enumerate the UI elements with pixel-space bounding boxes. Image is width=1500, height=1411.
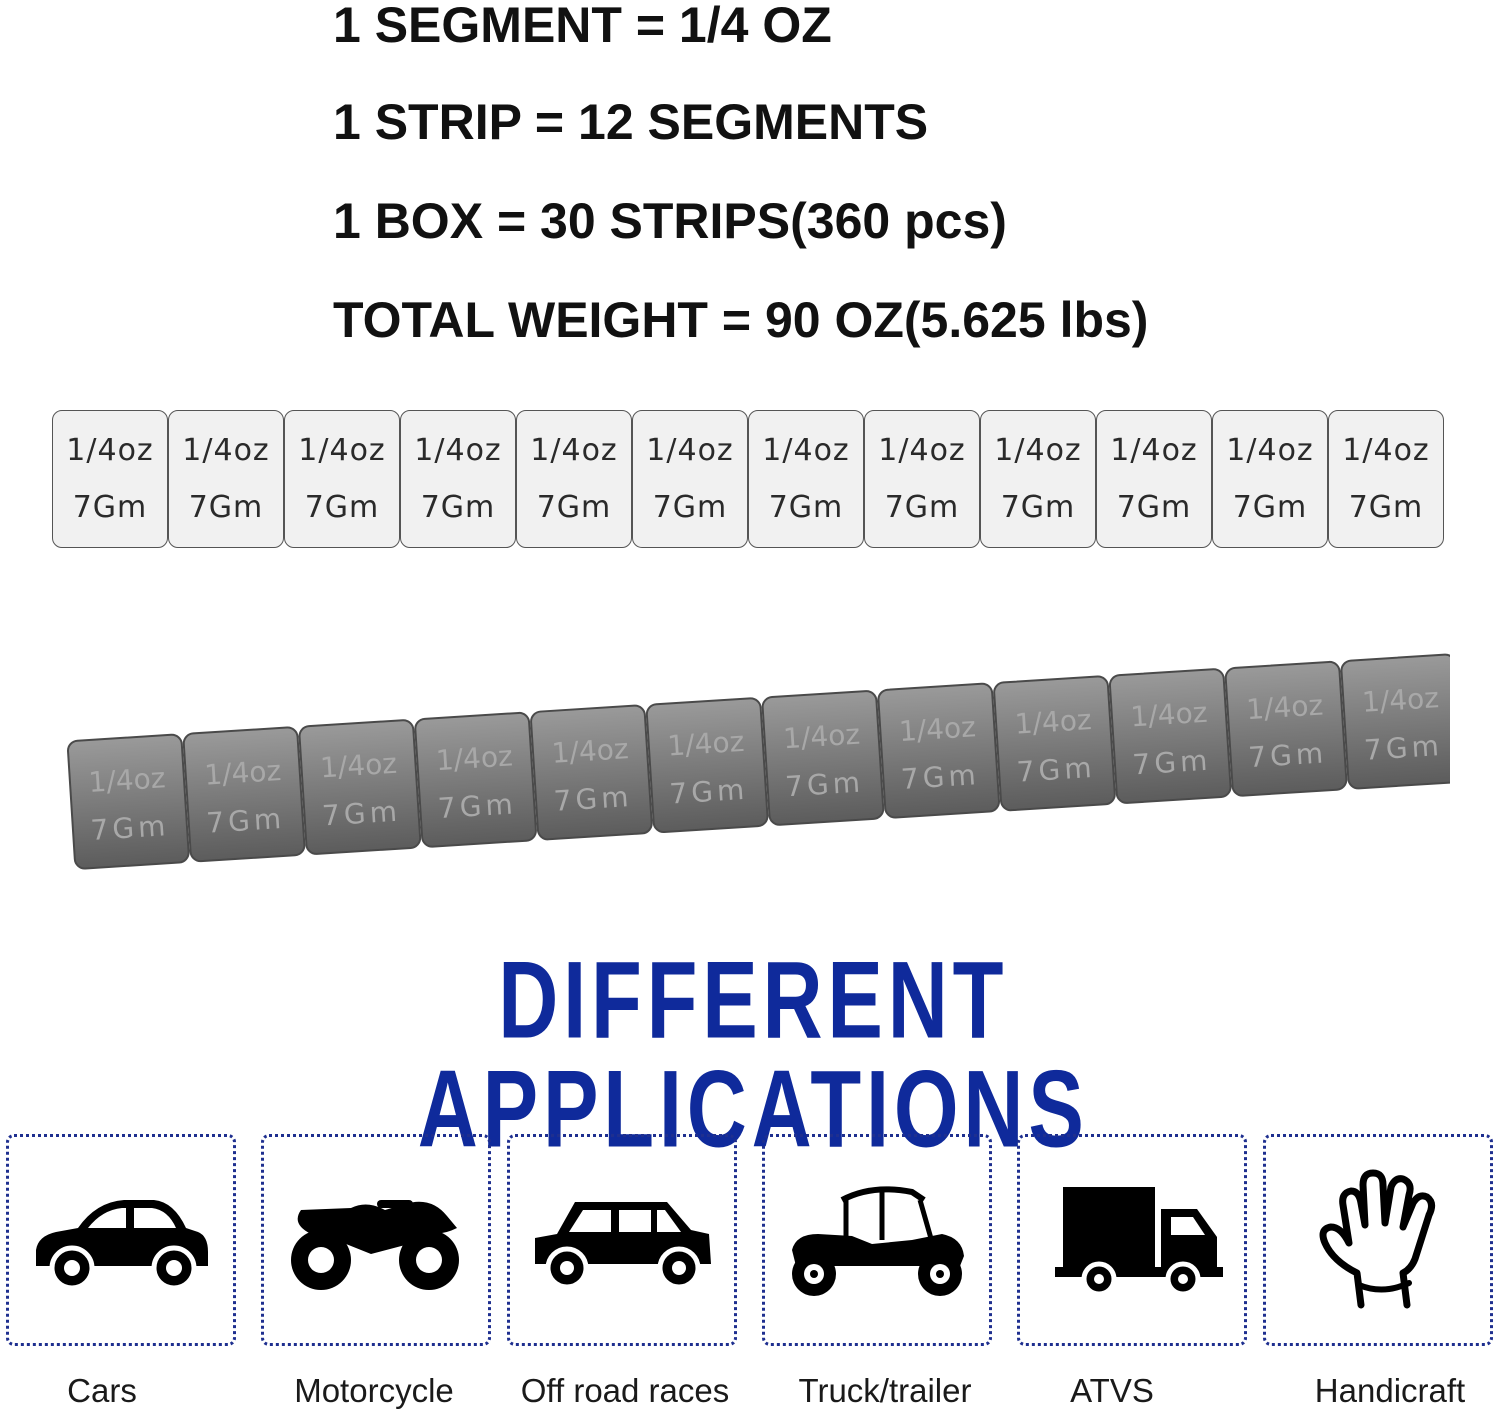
app-card-cars bbox=[6, 1134, 236, 1346]
segment-weight: 1/4oz bbox=[414, 433, 502, 468]
segment-grams: 7Gm bbox=[188, 490, 264, 525]
app-label-off-road: Off road races bbox=[520, 1372, 730, 1409]
segment-grams: 7Gm bbox=[768, 490, 844, 525]
spec-total-weight: TOTAL WEIGHT = 90 OZ(5.625 lbs) bbox=[333, 292, 1149, 348]
segment-box bbox=[400, 410, 516, 548]
strip-diagram bbox=[52, 410, 1446, 550]
segment-box bbox=[748, 410, 864, 548]
app-card-handicraft bbox=[1263, 1134, 1493, 1346]
app-label-cars: Cars bbox=[67, 1372, 137, 1409]
metal-segment-grams: 7Gm bbox=[89, 809, 171, 848]
metal-segment-weight: 1/4oz bbox=[897, 710, 977, 749]
app-label-motorcycle: Motorcycle bbox=[294, 1372, 454, 1409]
segment-weight: 1/4oz bbox=[1110, 433, 1198, 468]
metal-segment bbox=[530, 705, 652, 840]
metal-segment-weight: 1/4oz bbox=[87, 761, 167, 800]
segment-box bbox=[284, 410, 400, 548]
metal-segment-grams: 7Gm bbox=[1015, 750, 1097, 789]
segment-grams: 7Gm bbox=[72, 490, 148, 525]
metal-segment-grams: 7Gm bbox=[900, 758, 981, 797]
metal-segment-grams: 7Gm bbox=[321, 794, 402, 833]
segment-grams: 7Gm bbox=[1000, 490, 1076, 525]
glove-icon bbox=[1303, 1165, 1453, 1315]
segment-weight: 1/4oz bbox=[182, 433, 270, 468]
metal-segment-weight: 1/4oz bbox=[319, 746, 398, 785]
metal-segment bbox=[415, 712, 537, 847]
metal-segment-weight: 1/4oz bbox=[782, 717, 861, 756]
segment-box bbox=[1328, 410, 1444, 548]
metal-segment bbox=[1341, 654, 1450, 789]
car-icon bbox=[26, 1180, 216, 1300]
metal-segment-grams: 7Gm bbox=[552, 779, 634, 818]
metal-segment bbox=[67, 734, 189, 869]
segment-grams: 7Gm bbox=[1232, 490, 1308, 525]
segment-box bbox=[168, 410, 284, 548]
app-label-atvs: ATVS bbox=[1070, 1372, 1154, 1409]
segment-box bbox=[1096, 410, 1212, 548]
metal-segment-grams: 7Gm bbox=[1247, 736, 1329, 775]
metal-segment bbox=[183, 727, 305, 862]
segment-weight: 1/4oz bbox=[762, 433, 850, 468]
metal-segment bbox=[1109, 669, 1231, 804]
segment-grams: 7Gm bbox=[536, 490, 612, 525]
segment-weight: 1/4oz bbox=[298, 433, 386, 468]
segment-grams: 7Gm bbox=[652, 490, 728, 525]
metal-segment-weight: 1/4oz bbox=[1245, 688, 1325, 727]
segment-grams: 7Gm bbox=[884, 490, 960, 525]
metal-segment-weight: 1/4oz bbox=[1129, 695, 1209, 734]
weight-strip-photo bbox=[66, 636, 1450, 886]
metal-segment-grams: 7Gm bbox=[205, 801, 287, 840]
segment-weight: 1/4oz bbox=[66, 433, 154, 468]
metal-segment bbox=[646, 698, 768, 833]
segment-grams: 7Gm bbox=[1348, 490, 1424, 525]
segment-box bbox=[864, 410, 980, 548]
segment-weight: 1/4oz bbox=[994, 433, 1082, 468]
segment-box bbox=[980, 410, 1096, 548]
weight-strip-illustration bbox=[66, 636, 1450, 886]
segment-weight: 1/4oz bbox=[878, 433, 966, 468]
segment-box bbox=[1212, 410, 1328, 548]
metal-segment-weight: 1/4oz bbox=[203, 753, 283, 792]
metal-segment bbox=[994, 676, 1116, 811]
metal-segment bbox=[1225, 661, 1347, 796]
metal-segment-weight: 1/4oz bbox=[666, 724, 746, 763]
metal-segment-grams: 7Gm bbox=[436, 787, 518, 826]
metal-segment bbox=[299, 720, 421, 855]
segment-weight: 1/4oz bbox=[1342, 433, 1430, 468]
metal-segment-grams: 7Gm bbox=[784, 765, 865, 804]
app-label-truck-trailer: Truck/trailer bbox=[798, 1372, 972, 1409]
segment-box bbox=[52, 410, 168, 548]
app-card-atvs bbox=[1017, 1134, 1247, 1346]
app-card-off-road bbox=[507, 1134, 737, 1346]
spec-box: 1 BOX = 30 STRIPS(360 pcs) bbox=[333, 193, 1007, 249]
app-label-handicraft: Handicraft bbox=[1314, 1372, 1466, 1409]
utv-icon bbox=[782, 1170, 972, 1310]
metal-segment-grams: 7Gm bbox=[668, 772, 750, 811]
metal-segment-weight: 1/4oz bbox=[1361, 681, 1440, 719]
segment-grams: 7Gm bbox=[304, 490, 380, 525]
segment-grams: 7Gm bbox=[420, 490, 496, 525]
segment-box bbox=[516, 410, 632, 548]
spec-segment: 1 SEGMENT = 1/4 OZ bbox=[333, 0, 832, 53]
segment-grams: 7Gm bbox=[1116, 490, 1192, 525]
metal-segment-weight: 1/4oz bbox=[1013, 703, 1093, 741]
metal-segment bbox=[878, 683, 1000, 818]
motorcycle-icon bbox=[281, 1180, 471, 1300]
truck-icon bbox=[1037, 1175, 1227, 1305]
suv-icon bbox=[527, 1180, 717, 1300]
app-card-motorcycle bbox=[261, 1134, 491, 1346]
app-card-truck-trailer bbox=[762, 1134, 992, 1346]
segment-weight: 1/4oz bbox=[646, 433, 734, 468]
applications-heading: DIFFERENT APPLICATIONS bbox=[417, 939, 1089, 1171]
segment-weight: 1/4oz bbox=[1226, 433, 1314, 468]
metal-segment-grams: 7Gm bbox=[1363, 729, 1444, 767]
metal-segment bbox=[762, 690, 884, 825]
segment-box bbox=[632, 410, 748, 548]
metal-segment-weight: 1/4oz bbox=[434, 739, 514, 778]
applications-row bbox=[0, 1128, 1500, 1411]
metal-segment-weight: 1/4oz bbox=[550, 732, 630, 770]
metal-segment-grams: 7Gm bbox=[1131, 743, 1213, 782]
segment-weight: 1/4oz bbox=[530, 433, 618, 468]
spec-strip: 1 STRIP = 12 SEGMENTS bbox=[333, 94, 929, 150]
